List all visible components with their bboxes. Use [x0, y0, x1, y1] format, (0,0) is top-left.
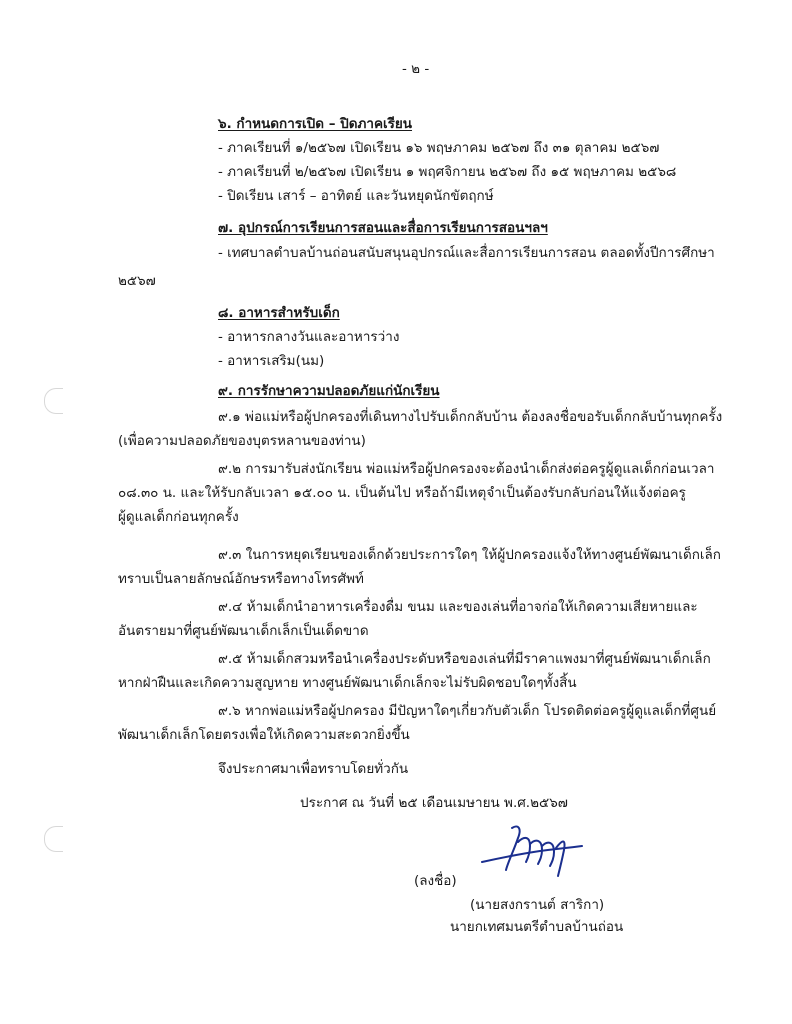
s9-1-line-1: ๙.๑ พ่อแม่หรือผู้ปกครองที่เดินทางไปรับเด็กกลับบ้าน ต้องลงชื่อขอรับเด็กกลับบ้านทุกครั้ง [218, 409, 723, 425]
s6-item-2: - ภาคเรียนที่ ๒/๒๕๖๗ เปิดเรียน ๑ พฤศจิกายน ๒๕๖๗ ถึง ๑๕ พฤษภาคม ๒๕๖๘ [218, 164, 677, 180]
s8-item-2: - อาหารเสริม(นม) [218, 353, 325, 369]
closing-statement: จึงประกาศมาเพื่อทราบโดยทั่วกัน [218, 761, 409, 777]
handwritten-signature [478, 818, 588, 880]
s7-line-1: - เทศบาลตำบลบ้านถ่อนสนับสนุนอุปกรณ์และสื่อการเรียนการสอน ตลอดทั้งปีการศึกษา [218, 245, 715, 261]
section-6-heading: ๖. กำหนดการเปิด – ปิดภาคเรียน [218, 116, 413, 132]
s9-4-line-2: อันตรายมาที่ศูนย์พัฒนาเด็กเล็กเป็นเด็ดขาด [118, 623, 369, 639]
page-number: - ๒ - [402, 61, 430, 77]
binder-hole-mark [44, 388, 63, 414]
s9-1-line-2: (เพื่อความปลอดภัยของบุตรหลานของท่าน) [118, 433, 366, 449]
s6-item-3: - ปิดเรียน เสาร์ – อาทิตย์ และวันหยุดนักขัตฤกษ์ [218, 188, 494, 204]
s9-6-line-2: พัฒนาเด็กเล็กโดยตรงเพื่อให้เกิดความสะดวกยิ่งขึ้น [118, 727, 410, 743]
s9-6-line-1: ๙.๖ หากพ่อแม่หรือผู้ปกครอง มีปัญหาใดๆเกี่ยวกับตัวเด็ก โปรดติดต่อครูผู้ดูแลเด็กที่ศูนย์ [218, 703, 717, 719]
section-9-heading: ๙. การรักษาความปลอดภัยแก่นักเรียน [218, 383, 440, 399]
s9-5-line-1: ๙.๕ ห้ามเด็กสวมหรือนำเครื่องประดับหรือของเล่นที่มีราคาแพงมาที่ศูนย์พัฒนาเด็กเล็ก [218, 651, 711, 667]
sign-label: (ลงชื่อ) [414, 873, 457, 889]
section-8-heading: ๘. อาหารสำหรับเด็ก [218, 305, 340, 321]
s9-3-line-1: ๙.๓ ในการหยุดเรียนของเด็กด้วยประการใดๆ ให้ผู้ปกครองแจ้งให้ทางศูนย์พัฒนาเด็กเล็ก [218, 547, 721, 563]
s9-3-line-2: ทราบเป็นลายลักษณ์อักษรหรือทางโทรศัพท์ [118, 571, 364, 587]
s9-4-line-1: ๙.๔ ห้ามเด็กนำอาหารเครื่องดื่ม ขนม และของเล่นที่อาจก่อให้เกิดความเสียหายและ [218, 599, 698, 615]
s9-2-line-3: ผู้ดูแลเด็กก่อนทุกครั้ง [118, 509, 239, 525]
section-7-heading: ๗. อุปกรณ์การเรียนการสอนและสื่อการเรียนการสอนฯลฯ [218, 220, 548, 236]
s9-2-line-2: ๐๘.๓๐ น. และให้รับกลับเวลา ๑๕.๐๐ น. เป็นต้นไป หรือถ้ามีเหตุจำเป็นต้องรับกลับก่อนให้แจ้งต่อครู [118, 485, 686, 501]
s6-item-1: - ภาคเรียนที่ ๑/๒๕๖๗ เปิดเรียน ๑๖ พฤษภาคม ๒๕๖๗ ถึง ๓๑ ตุลาคม ๒๕๖๗ [218, 140, 660, 156]
announcement-date: ประกาศ ณ วันที่ ๒๕ เดือนเมษายน พ.ศ.๒๕๖๗ [300, 795, 568, 811]
signatory-position: นายกเทศมนตรีตำบลบ้านถ่อน [450, 919, 624, 935]
s8-item-1: - อาหารกลางวันและอาหารว่าง [218, 329, 400, 345]
binder-hole-mark [44, 826, 63, 852]
signatory-name: (นายสงกรานต์ สาริกา) [470, 897, 605, 913]
s9-5-line-2: หากฝ่าฝืนและเกิดความสูญหาย ทางศูนย์พัฒนาเด็กเล็กจะไม่รับผิดชอบใดๆทั้งสิ้น [118, 675, 577, 691]
s9-2-line-1: ๙.๒ การมารับส่งนักเรียน พ่อแม่หรือผู้ปกครองจะต้องนำเด็กส่งต่อครูผู้ดูแลเด็กก่อนเวลา [218, 461, 715, 477]
s7-line-2: ๒๕๖๗ [118, 273, 156, 289]
